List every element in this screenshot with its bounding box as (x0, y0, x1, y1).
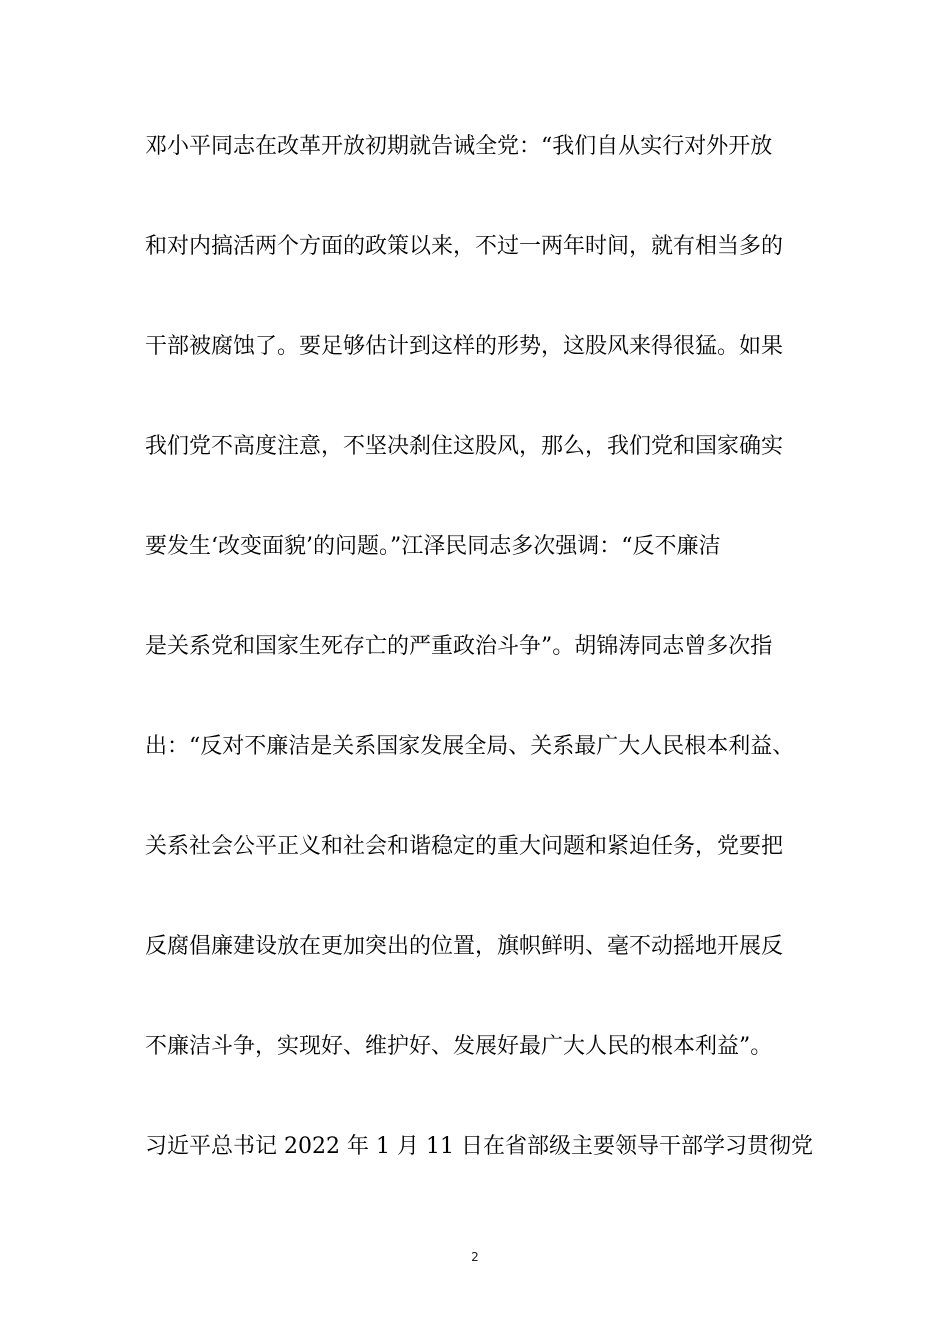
body-text (145, 127, 835, 1227)
text-line: 出：“反对不廉洁是关系国家发展全局、关系最广大人民根本利益、 (145, 734, 795, 759)
text-line: 干部被腐蚀了。要足够估计到这样的形势，这股风来得很猛。如果 (145, 334, 784, 359)
text-line: 是关系党和国家生死存亡的严重政治斗争”。胡锦涛同志曾多次指 (145, 634, 773, 659)
page-number: 2 (471, 1250, 479, 1264)
text-line: 反腐倡廉建设放在更加突出的位置，旗帜鲜明、毫不动摇地开展反 (145, 934, 784, 959)
text-line: 要发生‘改变面貌’的问题。”江泽民同志多次强调：“反不廉洁 (145, 534, 721, 559)
text-line: 我们党不高度注意，不坚决刹住这股风，那么，我们党和国家确实 (145, 434, 784, 459)
text-line: 邓小平同志在改革开放初期就告诫全党：“我们自从实行对外开放 (145, 134, 773, 159)
text-line: 习近平总书记 2022 年 1 月 11 日在省部级主要领导干部学习贯彻党 (145, 1134, 813, 1159)
text-line: 不廉洁斗争，实现好、维护好、发展好最广大人民的根本利益”。 (145, 1034, 773, 1059)
text-line: 和对内搞活两个方面的政策以来，不过一两年时间，就有相当多的 (145, 234, 784, 259)
text-line: 关系社会公平正义和社会和谐稳定的重大问题和紧迫任务，党要把 (145, 834, 784, 859)
